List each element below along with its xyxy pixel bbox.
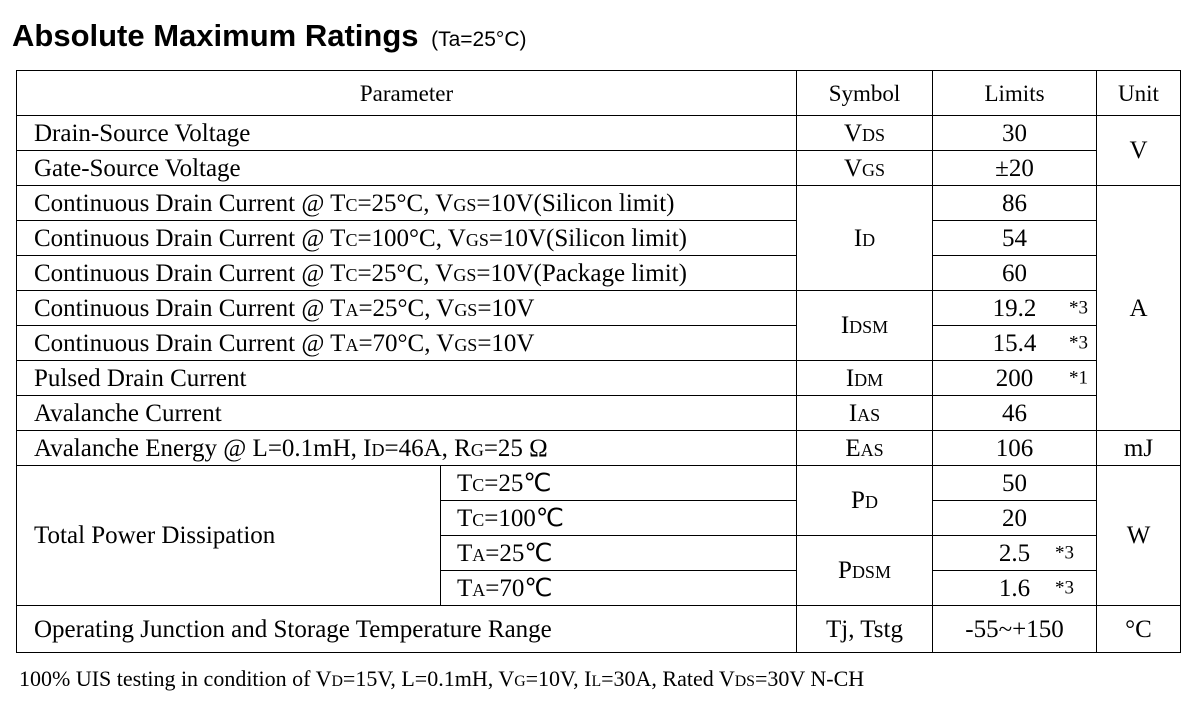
limit-value: 86 (933, 186, 1097, 221)
table-row (17, 431, 1181, 466)
table-row (17, 221, 1181, 256)
symbol-pdsm: PDSM (797, 536, 933, 606)
limit-value: 54 (933, 221, 1097, 256)
limit-value: 1.6 *3 (933, 571, 1097, 606)
param-continuous-drain-current-ambient: Continuous Drain Current @ TA=70°C, VGS=10V (17, 326, 797, 361)
table-row (17, 396, 1181, 431)
param-continuous-drain-current-ambient: Continuous Drain Current @ TA=25°C, VGS=10V (17, 291, 797, 326)
header-symbol: Symbol (797, 71, 933, 116)
limit-value: 30 (933, 116, 1097, 151)
footnote-ref: *3 (1069, 297, 1088, 319)
table-row (17, 326, 1181, 361)
condition-cell: TA=70℃ (441, 571, 797, 606)
param-avalanche-energy: Avalanche Energy @ L=0.1mH, ID=46A, RG=25 Ω (17, 431, 797, 466)
table-row (17, 151, 1181, 186)
param-continuous-drain-current: Continuous Drain Current @ TC=25°C, VGS=10V(Silicon limit) (17, 186, 797, 221)
table-row (17, 186, 1181, 221)
table-row (17, 361, 1181, 396)
param-temperature-range: Operating Junction and Storage Temperature Range (17, 606, 797, 653)
limit-value: 19.2 *3 (933, 291, 1097, 326)
condition-cell: TC=100℃ (441, 501, 797, 536)
footnote-ref: *3 (1069, 332, 1088, 354)
condition-cell: TA=25℃ (441, 536, 797, 571)
title-condition: (Ta=25°C) (431, 28, 527, 51)
table-row (17, 606, 1181, 653)
limit-value: ±20 (933, 151, 1097, 186)
symbol-vds: VDS (797, 116, 933, 151)
table-row (17, 256, 1181, 291)
limit-value: 2.5 *3 (933, 536, 1097, 571)
unit-millijoules: mJ (1097, 431, 1181, 466)
section-title (12, 18, 526, 54)
symbol-idsm: IDSM (797, 291, 933, 361)
param-gate-source-voltage: Gate-Source Voltage (17, 151, 797, 186)
symbol-ias: IAS (797, 396, 933, 431)
ratings-table (16, 70, 1181, 653)
limit-value: 200 *1 (933, 361, 1097, 396)
limit-value: 60 (933, 256, 1097, 291)
symbol-id: ID (797, 186, 933, 291)
uis-test-footnote: 100% UIS testing in condition of VD=15V, L=0.1mH, VG=10V, IL=30A, Rated VDS=30V N-CH (19, 666, 865, 691)
symbol-pd: PD (797, 466, 933, 536)
header-parameter: Parameter (17, 71, 797, 116)
unit-volts: V (1097, 116, 1181, 186)
header-limits: Limits (933, 71, 1097, 116)
footnote-ref: *3 (1055, 577, 1074, 599)
limit-value: 15.4 *3 (933, 326, 1097, 361)
limit-value: 50 (933, 466, 1097, 501)
unit-watts: W (1097, 466, 1181, 606)
limit-value: 20 (933, 501, 1097, 536)
param-continuous-drain-current: Continuous Drain Current @ TC=25°C, VGS=10V(Package limit) (17, 256, 797, 291)
footnote-ref: *1 (1069, 367, 1088, 389)
symbol-vgs: VGS (797, 151, 933, 186)
unit-celsius: °C (1097, 606, 1181, 653)
header-unit: Unit (1097, 71, 1181, 116)
table-header-row (17, 71, 1181, 116)
param-pulsed-drain-current: Pulsed Drain Current (17, 361, 797, 396)
limit-value: 106 (933, 431, 1097, 466)
param-avalanche-current: Avalanche Current (17, 396, 797, 431)
title-main: Absolute Maximum Ratings (12, 18, 419, 53)
footnote-ref: *3 (1055, 542, 1074, 564)
condition-cell: TC=25℃ (441, 466, 797, 501)
symbol-idm: IDM (797, 361, 933, 396)
param-total-power-dissipation: Total Power Dissipation (17, 466, 441, 606)
table-row (17, 466, 1181, 501)
table-row (17, 116, 1181, 151)
limit-value: -55~+150 (933, 606, 1097, 653)
symbol-eas: EAS (797, 431, 933, 466)
table-row (17, 291, 1181, 326)
param-continuous-drain-current: Continuous Drain Current @ TC=100°C, VGS=10V(Silicon limit) (17, 221, 797, 256)
param-drain-source-voltage: Drain-Source Voltage (17, 116, 797, 151)
symbol-tj-tstg: Tj, Tstg (797, 606, 933, 653)
unit-amps: A (1097, 186, 1181, 431)
limit-value: 46 (933, 396, 1097, 431)
